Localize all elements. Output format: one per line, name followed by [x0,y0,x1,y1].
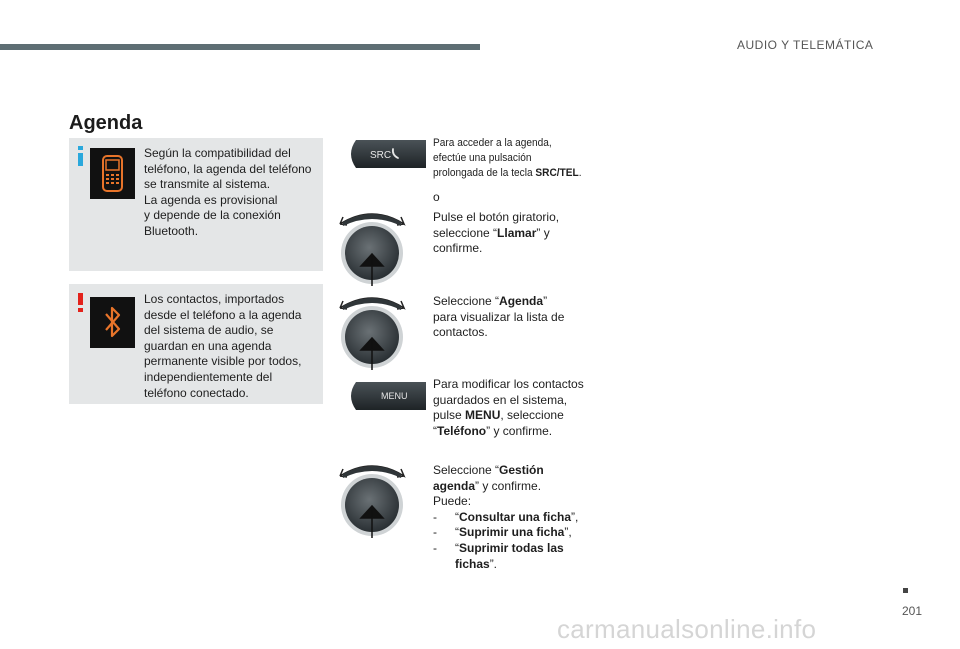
list-text: “ [455,540,459,555]
info-line: se transmite al sistema. [144,177,271,192]
page-number: 201 [902,604,923,618]
header-bar [0,44,480,50]
menu-key-label: MENU [381,391,408,401]
rotary-knob-icon [337,206,407,288]
gestion-label: Gestión [499,463,544,477]
list-item [433,541,603,572]
warning-line: guardan en una agenda [144,338,272,353]
list-option: fichas [455,556,490,571]
list-item [433,510,603,526]
step3-text: ” [543,294,548,308]
step4-text: ” y confirme. [486,423,553,438]
info-box [69,138,323,271]
list-item [433,525,603,541]
info-line: y depende de la conexión [144,208,281,223]
src-tel-key [344,138,426,170]
menu-key [344,380,426,412]
list-text: ”. [489,556,498,571]
rotary-knob-icon [337,458,407,540]
step-modify-contacts [433,377,603,439]
rotary-knob-icon [337,290,407,372]
step3-line: para visualizar la lista de [433,309,565,324]
warning-text [144,292,319,401]
info-text [144,146,319,240]
list-text: “ [455,525,459,540]
step1-end: . [578,167,582,179]
llamar-label: Llamar [497,225,537,240]
warning-line: teléfono conectado. [144,385,249,400]
list-option: Suprimir una ficha [459,525,565,540]
warning-line: independientemente del [144,369,273,384]
step5-line: Puede: [433,494,472,509]
step4-text: “ [433,423,437,438]
step5-text: Seleccione “ [433,463,500,477]
warning-box [69,284,323,404]
step-select-agenda [433,294,603,341]
info-line: La agenda es provisional [144,192,278,207]
agenda-label: Agenda [499,294,544,308]
step1-line: prolongada de la tecla [433,167,536,179]
warning-line: permanente visible por todos, [144,354,302,369]
step3-text: Seleccione “ [433,294,500,308]
bluetooth-icon [90,297,135,348]
section-title: AUDIO Y TELEMÁTICA [737,38,874,52]
step5-text: ” y confirme. [475,478,542,493]
menu-label: MENU [465,408,501,423]
list-dash: - [433,525,437,540]
end-marker-icon [903,588,908,593]
step1-line: Para acceder a la agenda, [433,137,552,149]
list-dash: - [433,540,437,555]
list-option: Suprimir todas las [459,540,564,555]
telefono-label: Teléfono [437,423,487,438]
step3-line: contactos. [433,325,488,340]
info-line: Bluetooth. [144,223,199,238]
step1-line: efectúe una pulsación [433,152,532,164]
watermark: carmanualsonline.info [557,614,817,644]
step2-text: seleccione “ [433,225,498,240]
agenda-label: agenda [433,478,476,493]
page-title: Agenda [69,112,143,134]
step4-text: pulse [433,408,466,423]
step2-text: ” y [536,225,550,240]
or-text: o [433,190,440,204]
step-manage-agenda [433,463,603,572]
step-press-knob [433,210,603,257]
info-line: Según la compatibilidad del [144,146,291,160]
warning-line: Los contactos, importados [144,292,285,306]
phone-icon [90,148,135,199]
step4-line: Para modificar los contactos [433,377,584,391]
step4-line: guardados en el sistema, [433,392,568,407]
src-key-label: SRC [370,150,392,161]
list-option: Consultar una ficha [459,509,572,524]
step2-line: Pulse el botón giratorio, [433,210,560,224]
list-dash: - [433,509,437,524]
step2-line: confirme. [433,241,483,256]
list-text: ”, [571,509,579,524]
warning-line: desde el teléfono a la agenda [144,307,302,322]
src-tel-label: SRC/TEL [535,167,579,179]
warning-marker-icon [78,293,83,312]
info-line: teléfono, la agenda del teléfono [144,161,312,176]
warning-line: del sistema de audio, se [144,323,274,338]
list-text: “ [455,509,459,524]
step-access-agenda [433,136,608,181]
info-marker-icon [78,146,83,166]
step4-text: , seleccione [500,408,564,423]
list-text: ”, [564,525,572,540]
